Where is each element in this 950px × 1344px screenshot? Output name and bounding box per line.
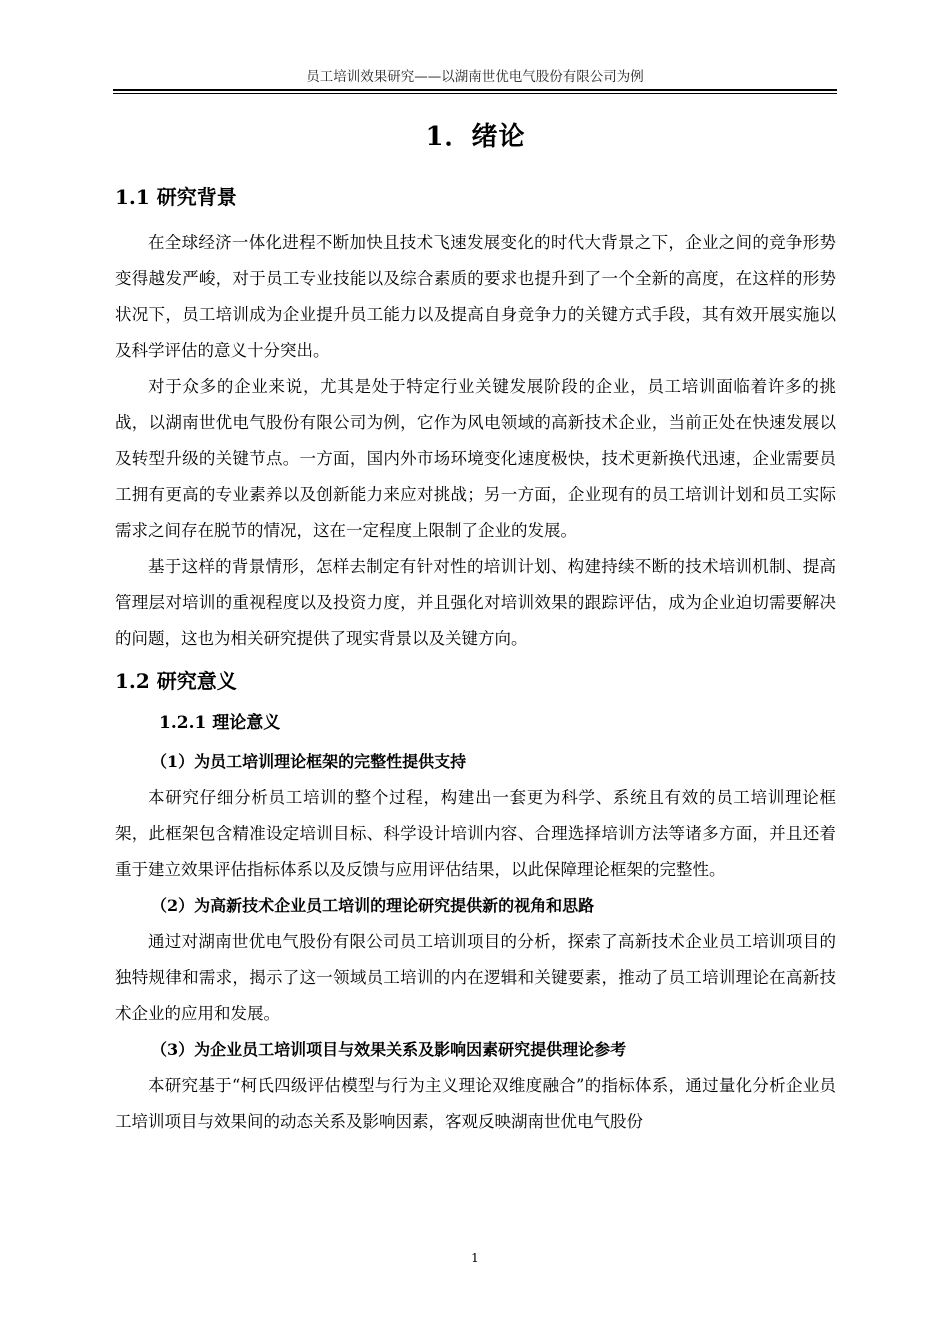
subsection-title-theoretical: 1.2.1 理论意义 [159, 713, 281, 733]
point-title-3: （3）为企业员工培训项目与效果关系及影响因素研究提供理论参考 [151, 1040, 627, 1059]
header-rule-thick [113, 89, 837, 91]
background-paragraph-1: 在全球经济一体化进程不断加快且技术飞速发展变化的时代大背景之下，企业之间的竞争形势变得越发严峻，对于员工专业技能以及综合素质的要求也提升到了一个全新的高度，在这样的形势状况下，员工培训成为企业提升员工能力以及提高自身竞争力的关键方式手段，其有效开展实施以及科学评估的意义十分突出。 [115, 233, 836, 360]
section-title-background: 1.1 研究背景 [115, 185, 237, 209]
point-paragraph-1: 本研究仔细分析员工培训的整个过程，构建出一套更为科学、系统且有效的员工培训理论框架，此框架包含精准设定培训目标、科学设计培训内容、合理选择培训方法等诸多方面，并且还着重于建立效果评估指标体系以及反馈与应用评估结果，以此保障理论框架的完整性。 [115, 788, 836, 879]
point-title-2: （2）为高新技术企业员工培训的理论研究提供新的视角和思路 [151, 896, 595, 915]
point-paragraph-3: 本研究基于“柯氏四级评估模型与行为主义理论双维度融合”的指标体系，通过量化分析企业员工培训项目与效果间的动态关系及影响因素，客观反映湖南世优电气股份 [115, 1076, 836, 1131]
background-paragraph-2: 对于众多的企业来说，尤其是处于特定行业关键发展阶段的企业，员工培训面临着许多的挑战，以湖南世优电气股份有限公司为例，它作为风电领域的高新技术企业，当前正处在快速发展以及转型升级的关键节点。一方面，国内外市场环境变化速度极快，技术更新换代迅速，企业需要员工拥有更高的专业素养以及创新能力来应对挑战；另一方面，企业现有的员工培训计划和员工实际需求之间存在脱节的情况，这在一定程度上限制了企业的发展。 [115, 377, 836, 540]
page-body [115, 115, 836, 1140]
chapter-title: 1．绪论 [425, 122, 526, 152]
point-title-1: （1）为员工培训理论框架的完整性提供支持 [151, 752, 467, 771]
page-number: 1 [471, 1251, 479, 1265]
background-paragraph-3: 基于这样的背景情形，怎样去制定有针对性的培训计划、构建持续不断的技术培训机制、提高管理层对培训的重视程度以及投资力度，并且强化对培训效果的跟踪评估，成为企业迫切需要解决的问题，这也为相关研究提供了现实背景以及关键方向。 [115, 557, 836, 648]
section-title-significance: 1.2 研究意义 [115, 669, 237, 693]
point-paragraph-2: 通过对湖南世优电气股份有限公司员工培训项目的分析，探索了高新技术企业员工培训项目的独特规律和需求，揭示了这一领域员工培训的内在逻辑和关键要素，推动了员工培训理论在高新技术企业的应用和发展。 [115, 932, 836, 1023]
running-header: 员工培训效果研究——以湖南世优电气股份有限公司为例 [306, 69, 644, 85]
header-rule-thin [113, 93, 837, 94]
